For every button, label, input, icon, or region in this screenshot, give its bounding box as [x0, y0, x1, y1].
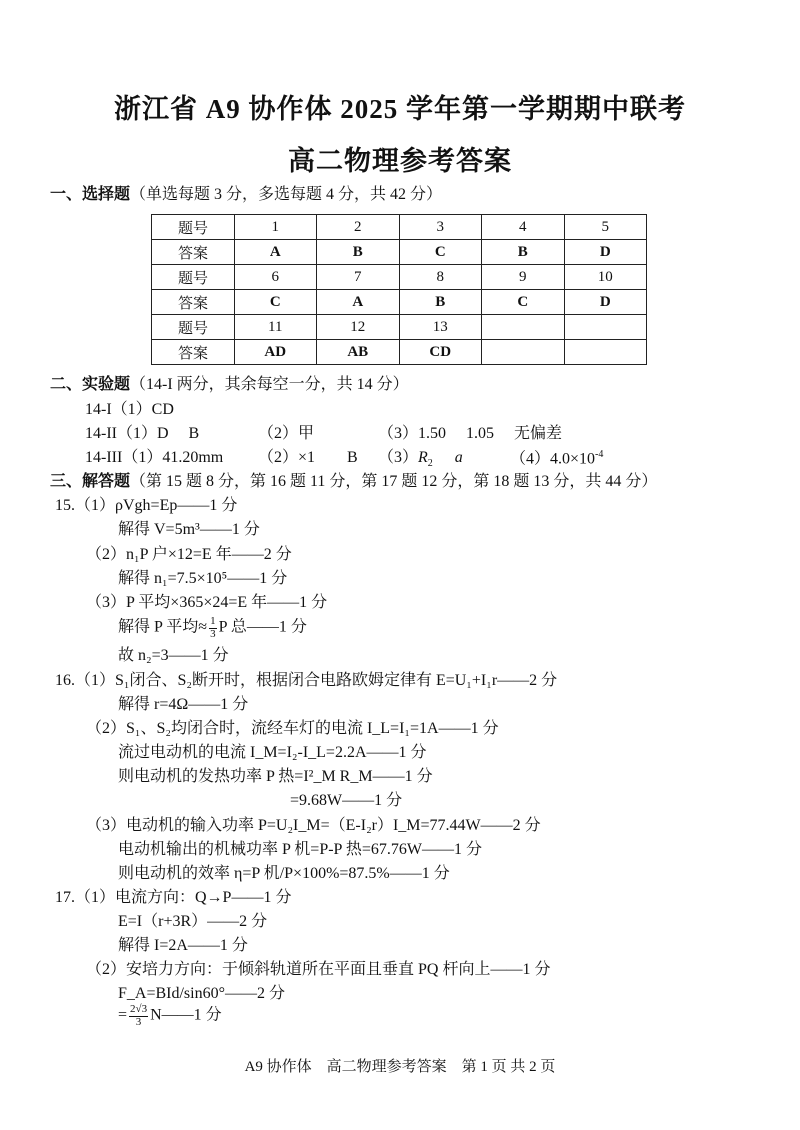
q15-fraction-den: 3 [210, 627, 216, 640]
exp-14-3-r-sub: 2 [427, 458, 433, 470]
exp-14-2-part1: 14-II（1）D B [85, 425, 200, 442]
q17-fraction-den: 3 [135, 1015, 142, 1028]
q15-line6-tail: P 总——1 分 [218, 618, 307, 636]
table-row [152, 315, 647, 340]
page-footer: A9 协作体 高二物理参考答案 第 1 页 共 2 页 [244, 1059, 556, 1075]
table-cell: 3 [399, 215, 482, 240]
section2-header [50, 377, 409, 393]
table-cell: CD [399, 340, 482, 365]
q15-line2: 解得 V=5m³——1 分 [118, 521, 260, 538]
exp-14-2-part3: （3）1.50 1.05 无偏差 [378, 425, 563, 442]
q17-line1: 17.（1）电流方向：Q→P——1 分 [55, 889, 292, 906]
table-cell: 5 [564, 215, 647, 240]
q16-line1: 16.（1）S₁闭合、S₂断开时，根据闭合电路欧姆定律有 E=U₁+I₁r——2 分 [55, 672, 558, 689]
exp-14-3-part3-prefix: （3） [378, 449, 419, 466]
q16-line4: 流过电动机的电流 I_M=I₂-I_L=2.2A——1 分 [118, 744, 427, 761]
q16-line5: 则电动机的发热功率 P 热=I²_M R_M——1 分 [118, 768, 433, 785]
q16-line6: =9.68W——1 分 [290, 792, 403, 809]
table-cell: C [234, 290, 317, 315]
exp-14-2-part2: （2）甲 [258, 425, 315, 442]
q15-line7: 故 n₂=3——1 分 [118, 647, 229, 664]
q16-line3: （2）S₁、S₂均闭合时，流经车灯的电流 I_L=I₁=1A——1 分 [86, 720, 499, 737]
section1-header [50, 187, 442, 203]
q15-fraction-num: 1 [210, 615, 216, 627]
exp-14-3-r: R [418, 449, 428, 466]
q16-line9: 则电动机的效率 η=P 机/P×100%=87.5%——1 分 [118, 865, 450, 882]
table-cell: 10 [564, 265, 647, 290]
q17-line2: E=I（r+3R）——2 分 [118, 913, 268, 930]
table-cell: 题号 [152, 315, 235, 340]
section3-heading: 三、解答题 [50, 473, 131, 490]
table-cell: 13 [399, 315, 482, 340]
exp-14-3-part2: （2）×1 B [258, 449, 358, 466]
q15-fraction [209, 616, 217, 640]
q15-line5: （3）P 平均×365×24=E 年——1 分 [86, 594, 328, 611]
table-cell [564, 340, 647, 365]
table-row [152, 340, 647, 365]
q17-line6-eq: = [118, 1006, 128, 1024]
exp-14-3-a: a [454, 449, 463, 466]
table-cell: 2 [317, 215, 400, 240]
q17-line5: F_A=BId/sin60°——2 分 [118, 985, 285, 1002]
table-cell: 题号 [152, 215, 235, 240]
section2-heading: 二、实验题 [50, 376, 131, 393]
exp-14-3-part4-text: （4）4.0×10 [510, 450, 596, 468]
page-subtitle: 高二物理参考答案 [288, 146, 512, 176]
table-cell: 12 [317, 315, 400, 340]
q17-fraction [129, 1004, 148, 1028]
table-row [152, 290, 647, 315]
q16-line7: （3）电动机的输入功率 P=U₂I_M=（E-I₂r）I_M=77.44W——2 分 [86, 817, 541, 834]
table-cell: D [564, 290, 647, 315]
exp-14-3-part1: 14-III（1）41.20mm [85, 449, 224, 466]
table-row [152, 240, 647, 265]
table-row [152, 215, 647, 240]
section3-header [50, 474, 657, 490]
q16-line8: 电动机输出的机械功率 P 机=P-P 热=67.76W——1 分 [118, 841, 482, 858]
section1-note: （单选每题 3 分，多选每题 4 分，共 42 分） [130, 186, 443, 203]
table-cell: B [399, 290, 482, 315]
q17-line3: 解得 I=2A——1 分 [118, 937, 248, 954]
page-title: 浙江省 A9 协作体 2025 学年第一学期期中联考 [114, 94, 686, 124]
table-cell: 答案 [152, 340, 235, 365]
table-cell: 答案 [152, 290, 235, 315]
table-cell [482, 315, 565, 340]
table-cell: 11 [234, 315, 317, 340]
q15-line6 [118, 616, 307, 640]
table-cell: D [564, 240, 647, 265]
table-cell: B [482, 240, 565, 265]
q17-line6 [118, 1004, 222, 1028]
table-cell: 7 [317, 265, 400, 290]
table-cell: 4 [482, 215, 565, 240]
table-cell [564, 315, 647, 340]
exp-14-3-part4 [510, 450, 603, 467]
q17-fraction-num: 2√3 [130, 1003, 148, 1015]
table-cell: 答案 [152, 240, 235, 265]
table-cell: 题号 [152, 265, 235, 290]
table-cell: 9 [482, 265, 565, 290]
answer-table [151, 214, 647, 365]
section3-note: （第 15 题 8 分，第 16 题 11 分，第 17 题 12 分，第 18 题 13 分，共 44 分） [130, 473, 658, 490]
table-cell: 1 [234, 215, 317, 240]
q15-line1: 15.（1）ρVgh=Ep——1 分 [55, 497, 238, 514]
table-cell: C [482, 290, 565, 315]
table-cell: AD [234, 340, 317, 365]
table-cell: 8 [399, 265, 482, 290]
exp-14-3-part3 [378, 450, 463, 469]
table-cell: A [317, 290, 400, 315]
table-cell: C [399, 240, 482, 265]
q17-line6-tail: N——1 分 [150, 1006, 222, 1024]
table-cell: B [317, 240, 400, 265]
q15-line3: （2）n₁P 户×12=E 年——2 分 [86, 546, 292, 563]
q17-line4: （2）安培力方向：于倾斜轨道所在平面且垂直 PQ 杆向上——1 分 [86, 961, 551, 978]
section2-note: （14-I 两分，其余每空一分，共 14 分） [130, 376, 409, 393]
q16-line2: 解得 r=4Ω——1 分 [118, 696, 249, 713]
table-cell: AB [317, 340, 400, 365]
table-cell [482, 340, 565, 365]
table-cell: A [234, 240, 317, 265]
exp-14-3-part4-exp: -4 [595, 449, 604, 460]
q15-line6-text: 解得 P 平均≈ [118, 618, 208, 636]
table-row [152, 265, 647, 290]
table-cell: 6 [234, 265, 317, 290]
section1-heading: 一、选择题 [50, 186, 131, 203]
q15-line4: 解得 n₁=7.5×10⁵——1 分 [118, 570, 288, 587]
exp-14-1: 14-I（1）CD [85, 401, 174, 418]
